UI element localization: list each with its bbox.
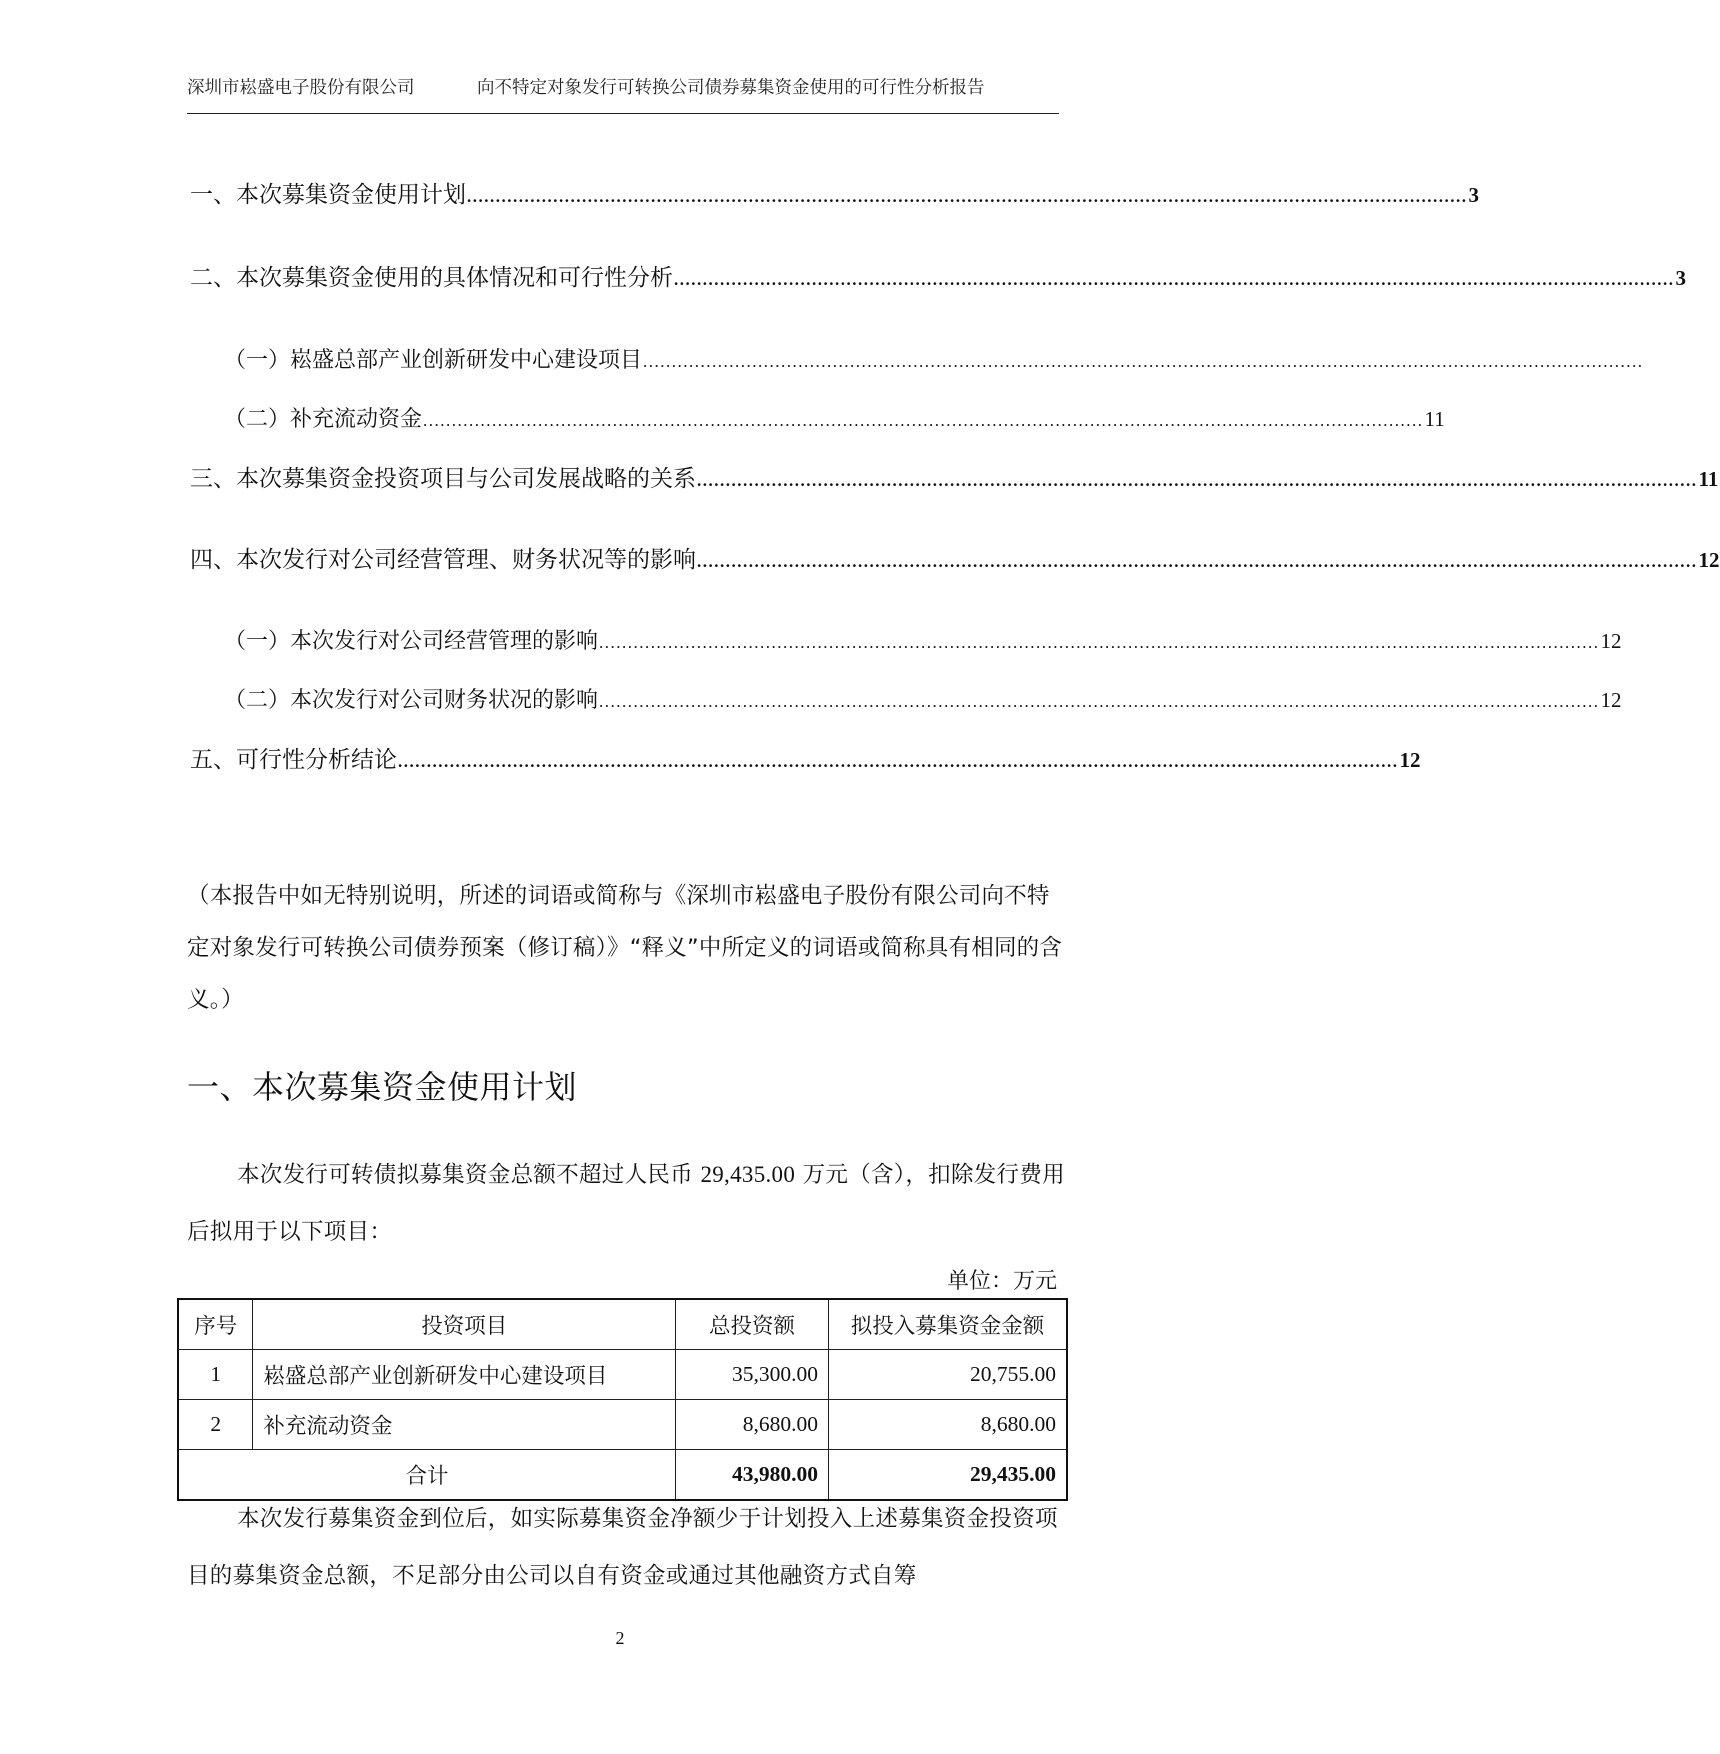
cell-total: 8,680.00 bbox=[676, 1400, 829, 1450]
cell-total-label: 合计 bbox=[178, 1450, 676, 1501]
toc-entry-page: 12 bbox=[1698, 548, 1720, 572]
table-header-row bbox=[178, 1299, 1067, 1350]
toc-leader: .............................................................................................................................................................................. bbox=[467, 187, 1468, 206]
header-raised: 拟投入募集资金金额 bbox=[828, 1299, 1067, 1350]
header-seq: 序号 bbox=[178, 1299, 253, 1350]
cell-seq: 2 bbox=[178, 1400, 253, 1450]
toc-leader: .............................................................................................................................................................................. bbox=[599, 692, 1600, 711]
toc-entry-page: 12 bbox=[1600, 688, 1622, 712]
shortfall-paragraph bbox=[187, 1491, 1067, 1605]
toc-entry-page: 11 bbox=[1424, 407, 1445, 431]
table-row bbox=[178, 1400, 1067, 1450]
toc-entry[interactable] bbox=[224, 624, 1622, 655]
toc-leader: .............................................................................................................................................................................. bbox=[697, 471, 1698, 490]
toc-entry-page: 12 bbox=[1600, 629, 1622, 653]
header-project: 投资项目 bbox=[253, 1299, 676, 1350]
toc-entry[interactable] bbox=[224, 402, 1445, 433]
toc-leader: .............................................................................................................................................................................. bbox=[423, 411, 1424, 430]
toc-entry-label: 三、本次募集资金投资项目与公司发展战略的关系 bbox=[190, 466, 696, 492]
running-header bbox=[187, 74, 1057, 99]
cell-project: 补充流动资金 bbox=[253, 1400, 676, 1450]
cell-raised: 20,755.00 bbox=[828, 1350, 1067, 1400]
toc-entry-page: 3 bbox=[1468, 183, 1479, 207]
plan-amount: 29,435.00 bbox=[700, 1162, 796, 1187]
investment-table bbox=[177, 1298, 1068, 1501]
toc-entry-label: 五、可行性分析结论 bbox=[190, 747, 397, 773]
toc-entry[interactable] bbox=[224, 683, 1622, 714]
section-heading: 一、本次募集资金使用计划 bbox=[187, 1068, 578, 1106]
header-rule bbox=[187, 113, 1059, 114]
header-company: 深圳市崧盛电子股份有限公司 bbox=[187, 78, 415, 98]
cell-seq: 1 bbox=[178, 1350, 253, 1400]
toc-entry-page: 12 bbox=[1399, 748, 1421, 772]
toc-entry[interactable] bbox=[224, 343, 1644, 374]
cell-project: 崧盛总部产业创新研发中心建设项目 bbox=[253, 1350, 676, 1400]
toc-leader: .............................................................................................................................................................................. bbox=[398, 752, 1399, 771]
plan-paragraph bbox=[187, 1146, 1067, 1261]
toc-entry-label: 四、本次发行对公司经营管理、财务状况等的影响 bbox=[190, 547, 696, 573]
shortfall-paragraph-text: 本次发行募集资金到位后，如实际募集资金净额少于计划投入上述募集资金投资项目的募集资金总额，不足部分由公司以自有资金或通过其他融资方式自筹 bbox=[187, 1506, 1058, 1589]
toc-entry-label: （一）崧盛总部产业创新研发中心建设项目 bbox=[224, 348, 643, 373]
toc-entry-page: 11 bbox=[1698, 467, 1719, 491]
toc-leader: .............................................................................................................................................................................. bbox=[599, 633, 1600, 652]
toc-entry-label: 二、本次募集资金使用的具体情况和可行性分析 bbox=[190, 265, 673, 291]
toc-entry-label: （一）本次发行对公司经营管理的影响 bbox=[224, 629, 599, 654]
toc-entry[interactable] bbox=[190, 176, 1479, 209]
toc-leader: .............................................................................................................................................................................. bbox=[643, 352, 1644, 371]
toc-entry[interactable] bbox=[190, 541, 1720, 574]
definitions-note: （本报告中如无特别说明，所述的词语或简称与《深圳市崧盛电子股份有限公司向不特定对象发行可转换公司债券预案（修订稿）》“释义”中所定义的词语或简称具有相同的含义。） bbox=[187, 883, 1063, 1013]
plan-paragraph-pre: 本次发行可转债拟募集资金总额不超过人民币 bbox=[237, 1162, 701, 1188]
toc-entry-page: 3 bbox=[1675, 266, 1686, 290]
toc-entry-label: （二）补充流动资金 bbox=[224, 407, 423, 432]
table-row bbox=[178, 1350, 1067, 1400]
unit-label: 单位：万元 bbox=[946, 1269, 1057, 1294]
header-total: 总投资额 bbox=[676, 1299, 829, 1350]
cell-raised-sum: 29,435.00 bbox=[828, 1450, 1067, 1501]
toc-leader: .............................................................................................................................................................................. bbox=[697, 552, 1698, 571]
plan-paragraph-post: 万元（含），扣除发行费用后拟用于以下项目： bbox=[187, 1162, 1065, 1245]
cell-total: 35,300.00 bbox=[676, 1350, 829, 1400]
toc-entry[interactable] bbox=[190, 460, 1719, 493]
toc-leader: .............................................................................................................................................................................. bbox=[674, 270, 1675, 289]
toc-entry[interactable] bbox=[190, 259, 1686, 292]
toc-entry-label: 一、本次募集资金使用计划 bbox=[190, 182, 466, 208]
header-doc-title: 向不特定对象发行可转换公司债券募集资金使用的可行性分析报告 bbox=[477, 78, 985, 98]
toc-entry[interactable] bbox=[190, 741, 1421, 774]
cell-raised: 8,680.00 bbox=[828, 1400, 1067, 1450]
page-number: 2 bbox=[615, 1628, 625, 1648]
cell-total-sum: 43,980.00 bbox=[676, 1450, 829, 1501]
toc-entry-label: （二）本次发行对公司财务状况的影响 bbox=[224, 688, 599, 713]
